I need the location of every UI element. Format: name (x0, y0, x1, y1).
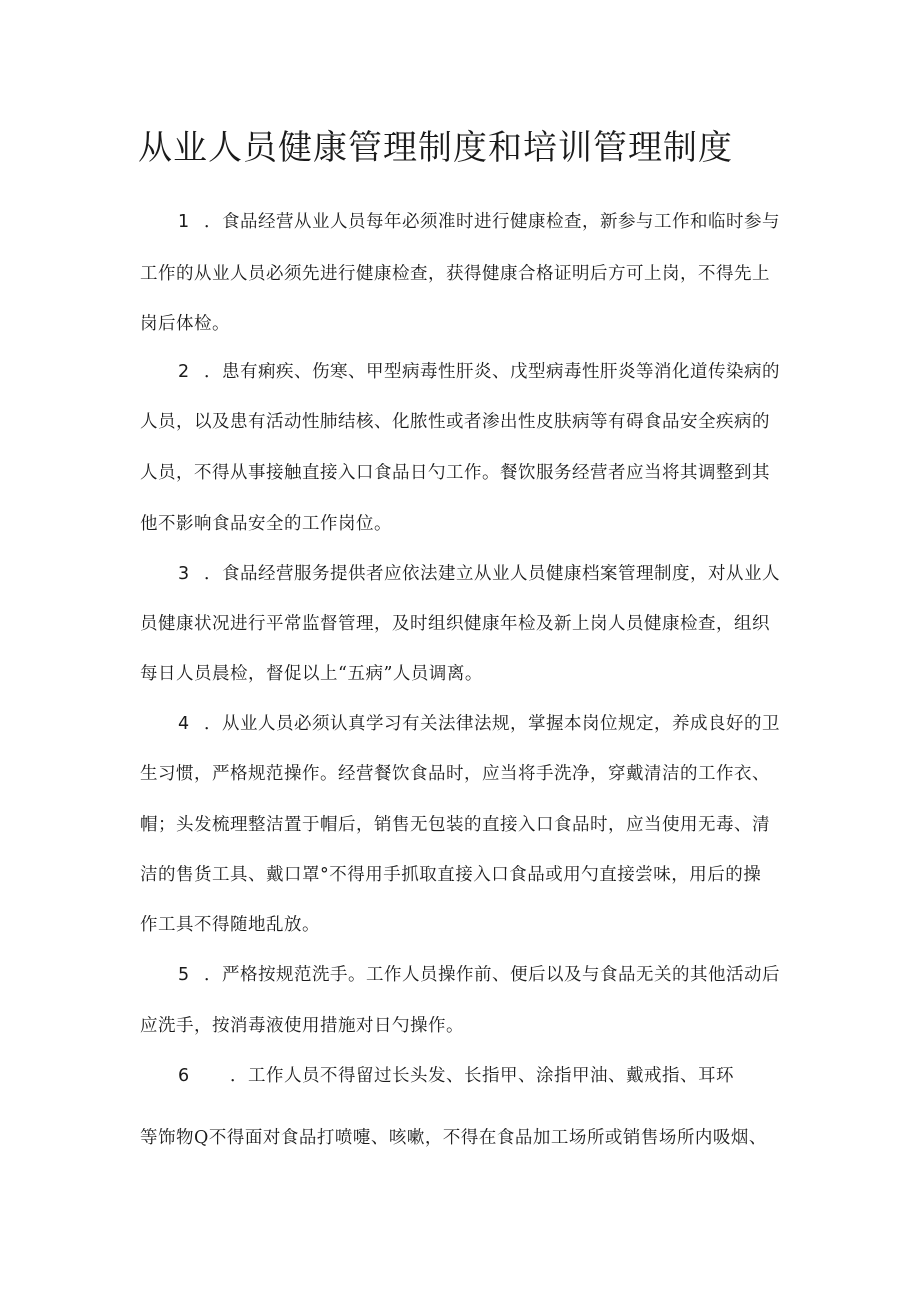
item-2-line-3: 人员，不得从事接触直接入口食品日勺工作。餐饮服务经营者应当将其调整到其 (140, 463, 770, 483)
item-6-line-1: 6 ．工作人员不得留过长头发、长指甲、涂指甲油、戴戒指、耳环 (178, 1066, 734, 1086)
item-1-line-2: 工作的从业人员必须先进行健康检查，获得健康合格证明后方可上岗，不得先上 (140, 264, 770, 284)
item-1-line-1: 1 ．食品经营从业人员每年必须准时进行健康检查，新参与工作和临时参与 (178, 212, 780, 232)
item-4-line-4: 洁的售货工具、戴口罩°不得用手抓取直接入口食品或用勺直接尝味，用后的操 (140, 865, 762, 885)
item-5-line-2: 应洗手，按消毒液使用措施对日勺操作。 (140, 1016, 464, 1036)
item-3-line-3: 每日人员晨检，督促以上“五病”人员调离。 (140, 664, 483, 684)
item-4-line-3: 帽；头发梳理整洁置于帽后，销售无包装的直接入口食品时，应当使用无毒、清 (140, 815, 770, 835)
item-3-line-2: 员健康状况进行平常监督管理，及时组织健康年检及新上岗人员健康检查，组织 (140, 614, 770, 634)
item-4-line-2: 生习惯，严格规范操作。经营餐饮食品时，应当将手洗净，穿戴清洁的工作衣、 (140, 764, 770, 784)
item-2-line-2: 人员，以及患有活动性肺结核、化脓性或者渗出性皮肤病等有碍食品安全疾病的 (140, 412, 770, 432)
item-4-number: 4 (178, 714, 190, 734)
item-2-number: 2 (178, 362, 190, 382)
item-4-line-5: 作工具不得随地乱放。 (140, 915, 320, 935)
item-5-line-1: 5 ．严格按规范洗手。工作人员操作前、便后以及与食品无关的其他活动后 (178, 965, 780, 985)
item-5-number: 5 (178, 965, 190, 985)
item-1-line-3: 岗后体检。 (140, 314, 230, 334)
item-1-number: 1 (178, 212, 190, 232)
item-6-line-2: 等饰物Q不得面对食品打喷嚏、咳嗽，不得在食品加工场所或销售场所内吸烟、 (140, 1128, 767, 1148)
item-4-line-1: 4 ．从业人员必须认真学习有关法律法规，掌握本岗位规定，养成良好的卫 (178, 714, 780, 734)
page-title: 从业人员健康管理制度和培训管理制度 (138, 128, 733, 168)
item-3-number: 3 (178, 564, 190, 584)
item-3-line-1: 3 ．食品经营服务提供者应依法建立从业人员健康档案管理制度，对从业人 (178, 564, 780, 584)
item-6-number: 6 (178, 1066, 190, 1086)
item-2-line-4: 他不影响食品安全的工作岗位。 (140, 514, 392, 534)
item-2-line-1: 2 ．患有痢疾、伤寒、甲型病毒性肝炎、戊型病毒性肝炎等消化道传染病的 (178, 362, 780, 382)
